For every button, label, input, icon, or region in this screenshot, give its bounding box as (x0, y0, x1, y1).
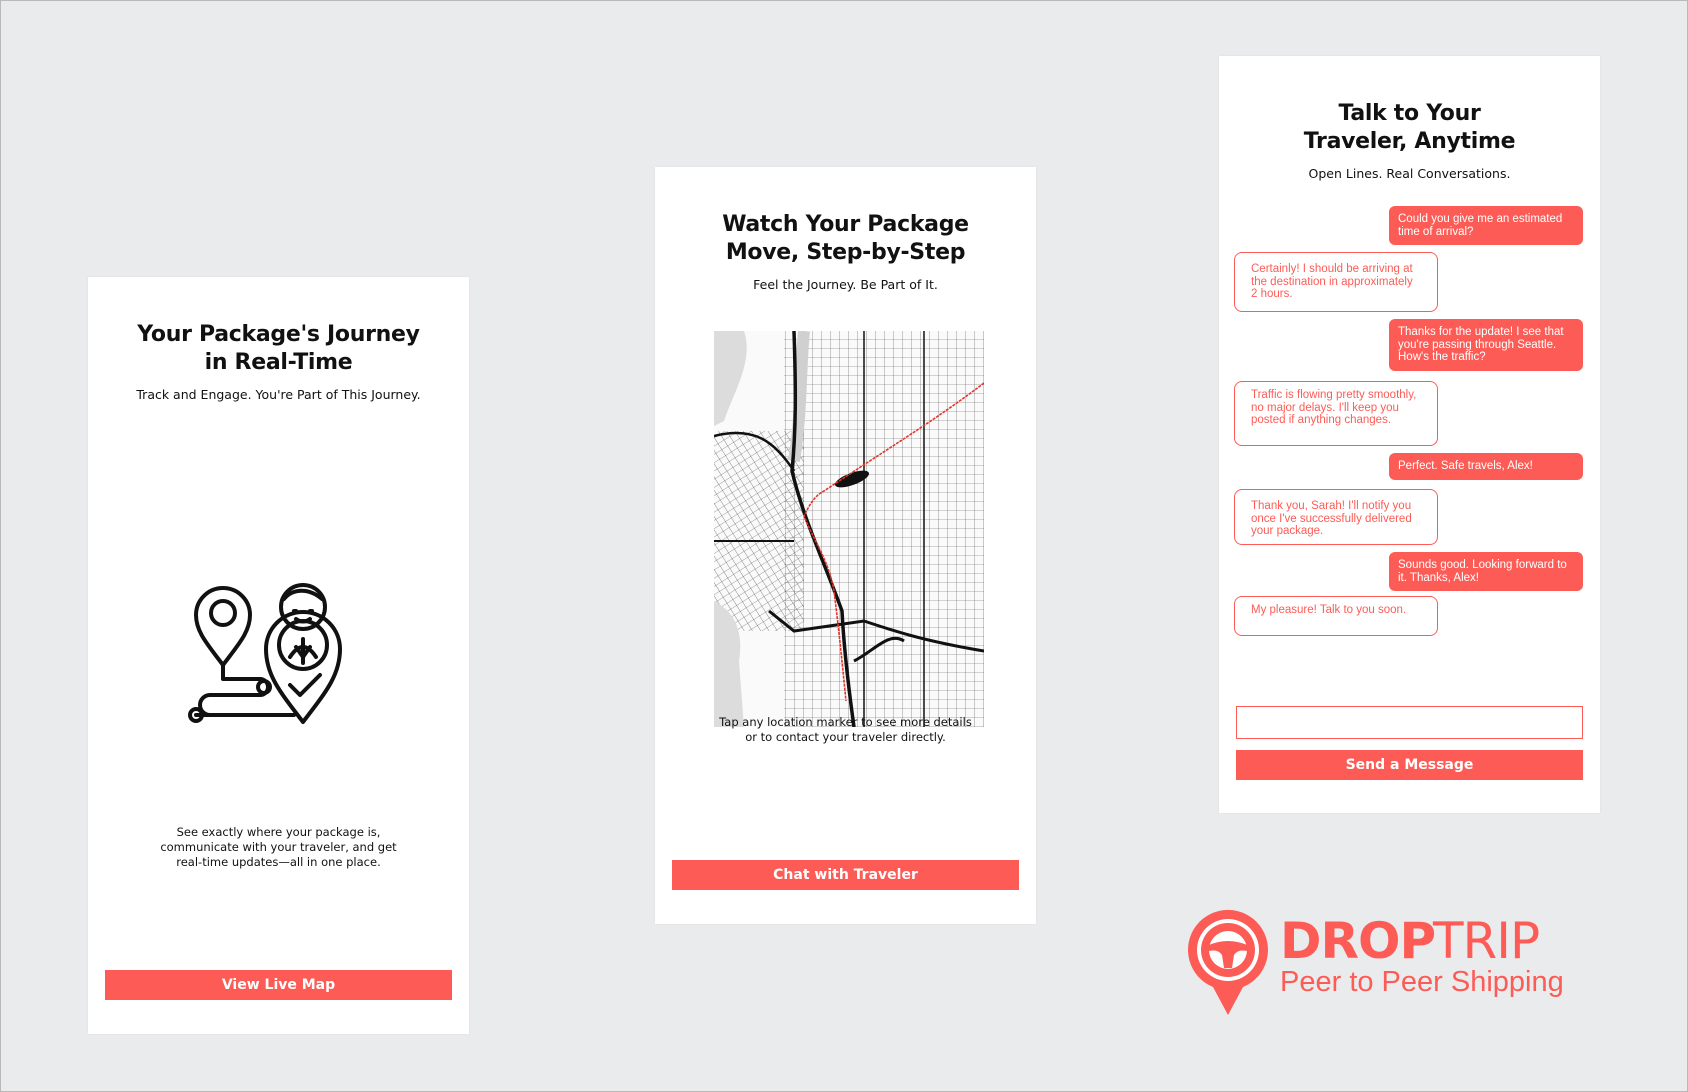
view-live-map-button[interactable]: View Live Map (105, 970, 452, 1000)
screen-title (655, 211, 1036, 267)
message-bubble-sent: Sounds good. Looking forward to it. Thanks, Alex! (1389, 552, 1583, 591)
description-line: real-time updates—all in one place. (176, 855, 381, 869)
screen-title (88, 321, 469, 377)
title-line: Move, Step-by-Step (725, 240, 966, 265)
description-line: or to contact your traveler directly. (745, 730, 946, 744)
screen-journey (88, 277, 469, 1034)
message-bubble-received: Thank you, Sarah! I'll notify you once I've successfully delivered your package. (1234, 489, 1438, 545)
screen-description (675, 715, 1016, 745)
screen-map (655, 167, 1036, 924)
description-line: communicate with your traveler, and get (160, 840, 397, 854)
steering-wheel-pin-icon (1186, 905, 1270, 1020)
title-line: Watch Your Package (722, 212, 969, 237)
title-line: in Real-Time (204, 350, 353, 375)
brand-name-bold: DROP (1280, 912, 1436, 970)
title-line: Traveler, Anytime (1303, 129, 1516, 154)
screen-description (128, 825, 429, 870)
screen-subtitle: Track and Engage. You're Part of This Journey. (136, 387, 421, 402)
message-bubble-received: My pleasure! Talk to you soon. (1234, 596, 1438, 636)
chat-with-traveler-button[interactable]: Chat with Traveler (672, 860, 1019, 890)
screen-chat (1219, 56, 1600, 813)
description-line: Tap any location marker to see more details (719, 715, 972, 729)
title-line: Your Package's Journey (137, 322, 420, 347)
message-bubble-sent: Could you give me an estimated time of arrival? (1389, 206, 1583, 245)
screen-subtitle: Open Lines. Real Conversations. (1308, 166, 1511, 181)
description-line: See exactly where your package is, (176, 825, 381, 839)
message-input[interactable] (1236, 706, 1583, 739)
location-route-traveler-icon (188, 577, 358, 752)
brand-name-light: TRIP (1433, 912, 1540, 970)
send-message-button[interactable]: Send a Message (1236, 750, 1583, 780)
screen-title (1219, 100, 1600, 156)
message-bubble-sent: Thanks for the update! I see that you're passing through Seattle. How's the traffic? (1389, 319, 1583, 371)
message-bubble-received: Traffic is flowing pretty smoothly, no major delays. I'll keep you posted if anything changes. (1234, 381, 1438, 446)
message-bubble-received: Certainly! I should be arriving at the destination in approximately 2 hours. (1234, 252, 1438, 312)
message-bubble-sent: Perfect. Safe travels, Alex! (1389, 453, 1583, 480)
screen-subtitle: Feel the Journey. Be Part of It. (753, 277, 938, 292)
city-street-map[interactable] (714, 331, 984, 727)
brand-tagline: Peer to Peer Shipping (1280, 966, 1564, 998)
title-line: Talk to Your (1338, 101, 1481, 126)
